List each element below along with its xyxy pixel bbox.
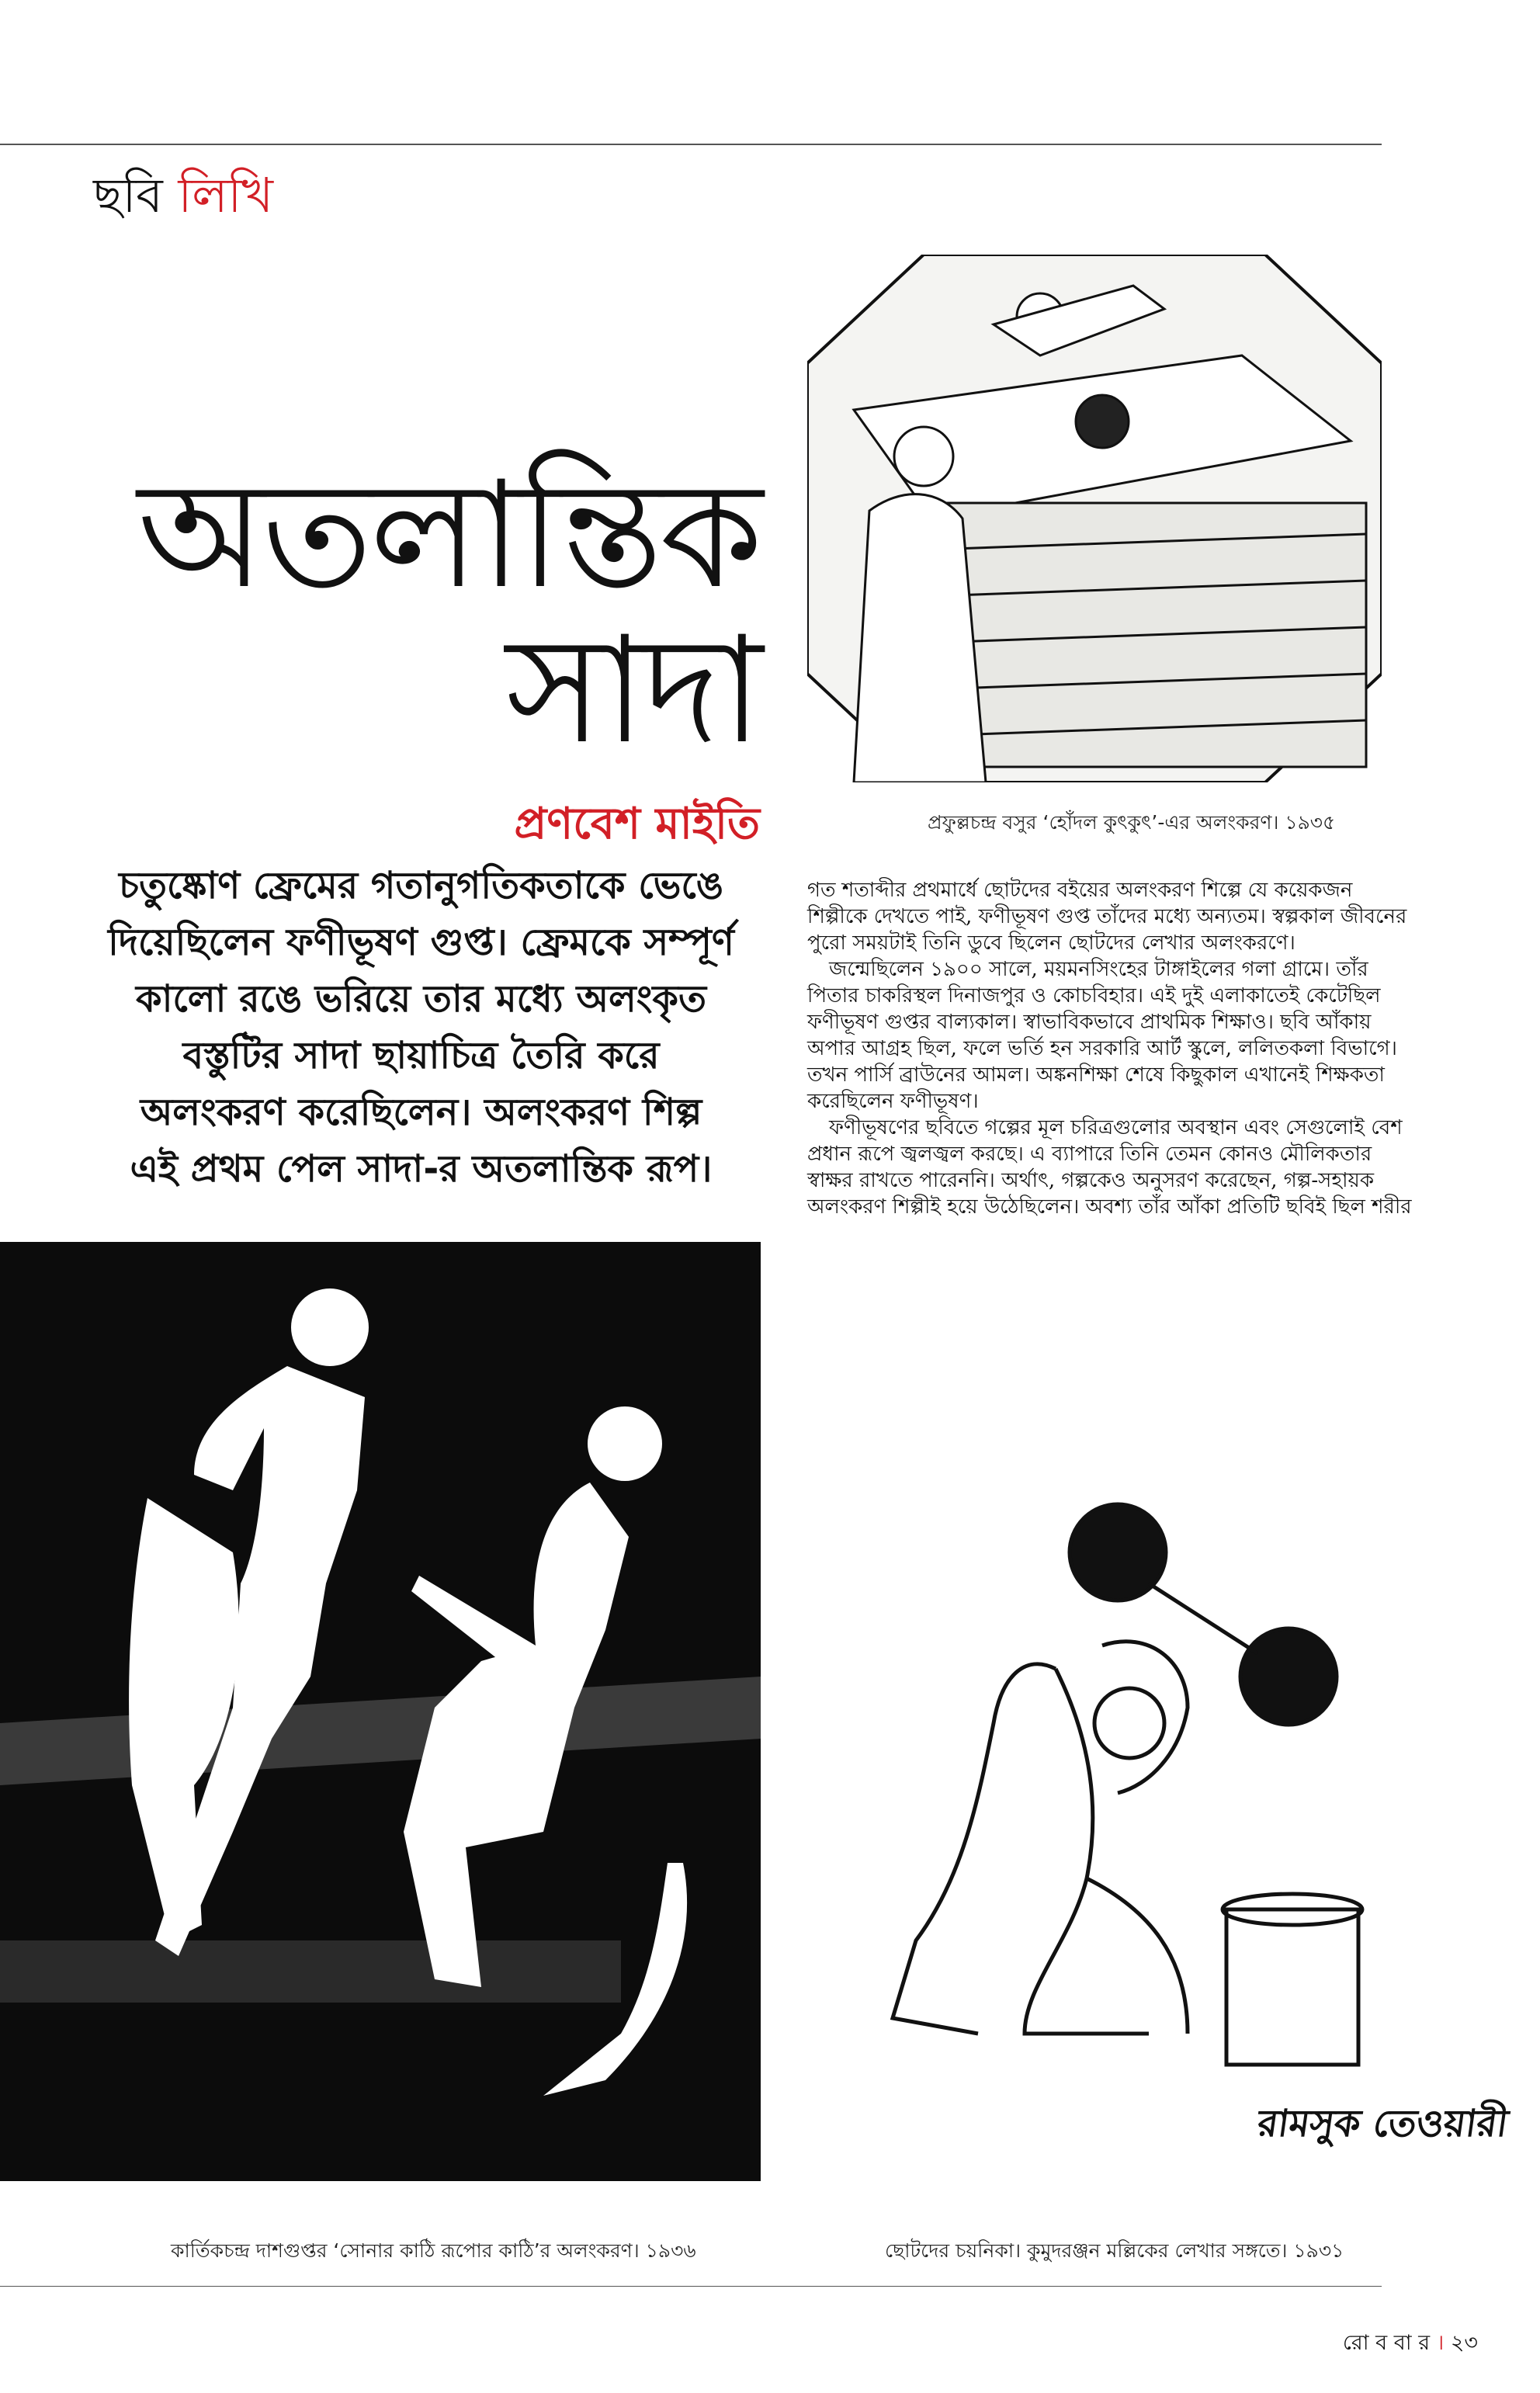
caption-top-right: প্রফুল্লচন্দ্র বসুর ‘হোঁদল কুৎকুৎ’-এর অলংকরণ। ১৯৩৫ [928,811,1336,834]
illustration-chotoder-choyonika [823,1475,1490,2142]
illustration-sonar-kathi [0,1242,761,2181]
lead-line: কালো রঙে ভরিয়ে তার মধ্যে অলংকৃত [135,977,707,1021]
page-folio [1343,2327,1478,2362]
magazine-name: রো ব বা র [1342,2331,1431,2355]
article-title [137,449,760,776]
author-name: প্রণবেশ মাইতি [514,799,760,849]
lead-paragraph [85,858,757,1198]
section-heading-black: ছবি [93,167,179,224]
page-number: ২৩ [1450,2331,1478,2355]
section-heading-red: লিখি [178,167,273,224]
body-paragraph: জন্মেছিলেন ১৯০০ সালে, ময়মনসিংহের টাঙ্গাইলের গলা গ্রামে। তাঁর পিতার চাকরিস্থল দিনাজপুর ও কোচবিহার। এই দুই এলাকাতেই কেটেছিল ফণীভূষণ গুপ্তর বাল্যকাল। স্বাভাবিকভাবে প্রাথমিক শিক্ষাও। ছবি আঁকায় অপার আগ্রহ ছিল, ফলে ভর্তি হন সরকারি আর্ট স্কুলে, ললিতকলা বিভাগে। তখন পার্সি ব্রাউনের আমল। অঙ্কনশিক্ষা শেষে কিছুকাল এখানেই শিক্ষকতা করেছিলেন ফণীভূষণ। [807,958,1397,1113]
caption-bottom-right: ছোটদের চয়নিকা। কুমুদরঞ্জন মল্লিকের লেখার সঙ্গতে। ১৯৩১ [885,2239,1344,2262]
caption-bottom-left: কার্তিকচন্দ্র দাশগুপ্তর ‘সোনার কাঠি রূপোর কাঠি’র অলংকরণ। ১৯৩৬ [171,2239,696,2262]
illustration-signature: রামসুক তেওয়ারী [1254,2102,1511,2145]
illustration-hodol-kutkut [807,255,1382,782]
silhouette-illustration-svg [0,1242,761,2181]
lead-line: অলংকরণ করেছিলেন। অলংকরণ শিল্প [140,1091,702,1134]
section-heading [93,159,273,239]
top-rule [0,144,1382,145]
bottom-rule [0,2286,1382,2287]
article-body [807,877,1413,1220]
lead-line: দিয়েছিলেন ফণীভূষণ গুপ্ত। ফ্রেমকে সম্পূর্ণ [108,921,734,964]
lead-line: চতুষ্কোণ ফ্রেমের গতানুগতিকতাকে ভেঙে [119,864,723,907]
body-paragraph: ফণীভূষণের ছবিতে গল্পের মূল চরিত্রগুলোর অবস্থান এবং সেগুলোই বেশ প্রধান রূপে জ্বলজ্বল করছে। এ ব্যাপারে তিনি তেমন কোনও মৌলিকতার স্বাক্ষর রাখতে পারেননি। অর্থাৎ, গল্পকেও অনুসরণ করেছেন, গল্প-সহায়ক অলংকরণ শিল্পীই হয়ে উঠেছিলেন। অবশ্য তাঁর আঁকা প্রতিটি ছবিই ছিল শরীর [807,1116,1412,1219]
title-line-1: অতলান্তিক [137,449,760,621]
body-paragraph: গত শতাব্দীর প্রথমার্ধে ছোটদের বইয়ের অলংকরণ শিল্পে যে কয়েকজন শিল্পীকে দেখতে পাই, ফণীভূষণ গুপ্ত তাঁদের মধ্যে অন্যতম। স্বল্পকাল জীবনের পুরো সময়টাই তিনি ডুবে ছিলেন ছোটদের লেখার অলংকরণে। [807,879,1407,955]
lead-line: বস্তুটির সাদা ছায়াচিত্র তৈরি করে [182,1034,660,1077]
folio-separator: । [1430,2331,1451,2355]
octagon-illustration-svg [807,255,1382,782]
lead-line: এই প্রথম পেল সাদা-র অতলান্তিক রূপ। [130,1147,713,1191]
strongman-illustration-svg [823,1475,1490,2142]
title-line-2: সাদা [505,605,760,776]
